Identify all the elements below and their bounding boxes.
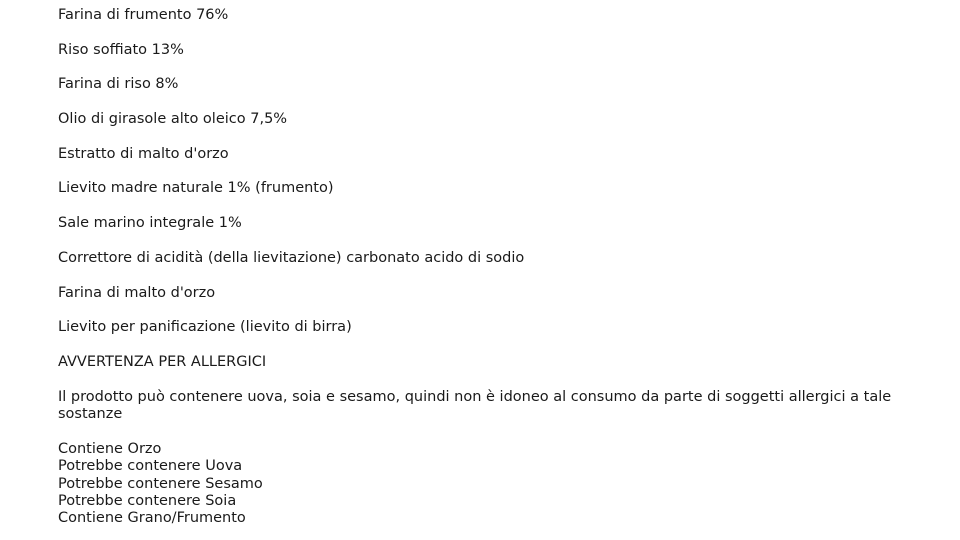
allergen-list-item: Potrebbe contenere Soia xyxy=(58,492,237,509)
allergen-list-item: Potrebbe contenere Sesamo xyxy=(58,475,263,492)
ingredient-line: Estratto di malto d'orzo xyxy=(58,146,229,162)
ingredient-line: Sale marino integrale 1% xyxy=(58,215,242,231)
ingredient-line: Farina di frumento 76% xyxy=(58,7,229,23)
ingredient-line: Lievito madre naturale 1% (frumento) xyxy=(58,180,334,196)
ingredient-line: Farina di malto d'orzo xyxy=(58,285,216,301)
allergen-list-item: Contiene Grano/Frumento xyxy=(58,510,246,527)
ingredient-line: Farina di riso 8% xyxy=(58,76,179,92)
ingredients-document xyxy=(58,0,918,540)
ingredient-line: Olio di girasole alto oleico 7,5% xyxy=(58,111,288,127)
allergen-heading: AVVERTENZA PER ALLERGICI xyxy=(58,354,267,370)
allergen-list xyxy=(58,441,263,527)
ingredient-line: Lievito per panificazione (lievito di birra) xyxy=(58,319,352,335)
allergen-list-item: Potrebbe contenere Uova xyxy=(58,458,243,475)
allergen-list-item: Contiene Orzo xyxy=(58,441,162,457)
ingredient-line: Riso soffiato 13% xyxy=(58,42,184,58)
ingredient-line: Correttore di acidità (della lievitazione) carbonato acido di sodio xyxy=(58,250,525,266)
allergen-warning: Il prodotto può contenere uova, soia e sesamo, quindi non è idoneo al consumo da parte di soggetti allergici a tale sostanze xyxy=(58,389,892,422)
